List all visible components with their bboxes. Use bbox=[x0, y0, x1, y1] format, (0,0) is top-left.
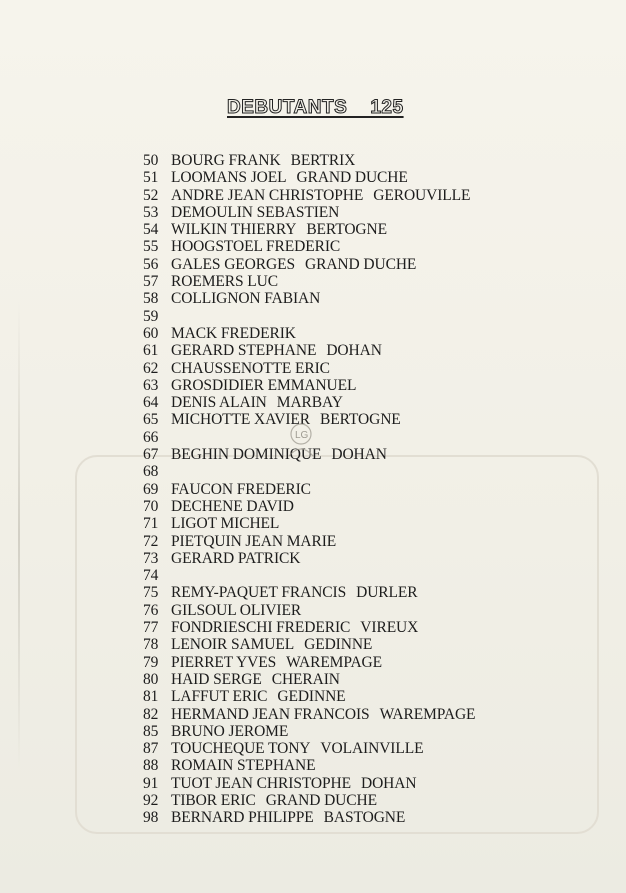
participant-number: 65 bbox=[143, 411, 159, 429]
participant-name: BRUNO JEROME bbox=[171, 722, 289, 740]
participant-row bbox=[143, 757, 475, 774]
participant-number: 82 bbox=[143, 705, 159, 723]
participant-row bbox=[143, 792, 475, 809]
participant-club: GRAND DUCHE bbox=[265, 791, 377, 809]
participant-number: 98 bbox=[143, 809, 159, 827]
participant-club: DURLER bbox=[356, 584, 418, 602]
participant-name: BERNARD PHILIPPE bbox=[171, 809, 314, 827]
participant-number: 76 bbox=[143, 601, 159, 619]
participant-row bbox=[143, 775, 475, 792]
participant-row bbox=[143, 394, 475, 411]
participant-number: 66 bbox=[143, 428, 159, 446]
participant-row bbox=[143, 809, 475, 826]
participant-row bbox=[143, 636, 475, 653]
participant-name: PIETQUIN JEAN MARIE bbox=[171, 532, 337, 550]
participant-name: LOOMANS JOEL bbox=[171, 169, 287, 187]
participant-club: VOLAINVILLE bbox=[320, 740, 424, 758]
participant-name: TOUCHEQUE TONY bbox=[171, 740, 311, 758]
participant-name: HERMAND JEAN FRANCOIS bbox=[171, 705, 370, 723]
participant-club: BERTOGNE bbox=[306, 221, 387, 239]
participant-club: WAREMPAGE bbox=[286, 653, 383, 671]
participant-club: BERTOGNE bbox=[320, 411, 401, 429]
participant-name: LIGOT MICHEL bbox=[171, 515, 280, 533]
participant-club: GRAND DUCHE bbox=[296, 169, 408, 187]
watermark-text: LG bbox=[295, 430, 309, 441]
participant-name: PIERRET YVES bbox=[171, 653, 277, 671]
participant-name: WILKIN THIERRY bbox=[171, 221, 297, 239]
participant-number: 67 bbox=[143, 446, 159, 464]
participant-number: 72 bbox=[143, 532, 159, 550]
participant-row bbox=[143, 654, 475, 671]
participant-club: GEROUVILLE bbox=[373, 186, 471, 204]
participant-number: 71 bbox=[143, 515, 159, 533]
participant-club: MARBAY bbox=[276, 394, 343, 412]
paper-fold-shadow bbox=[18, 300, 20, 770]
participant-name: DEMOULIN SEBASTIEN bbox=[171, 203, 340, 221]
participant-number: 62 bbox=[143, 359, 159, 377]
participant-name: MACK FREDERIK bbox=[171, 324, 296, 342]
participant-number: 50 bbox=[143, 152, 159, 169]
participant-name: ANDRE JEAN CHRISTOPHE bbox=[171, 186, 364, 204]
participant-number: 81 bbox=[143, 688, 159, 706]
participant-name: GERARD STEPHANE bbox=[171, 342, 317, 360]
participant-row bbox=[143, 688, 475, 705]
participant-number: 64 bbox=[143, 394, 159, 412]
participant-club: WAREMPAGE bbox=[379, 705, 476, 723]
participant-row bbox=[143, 706, 475, 723]
participant-row bbox=[143, 238, 475, 255]
participant-row bbox=[143, 325, 475, 342]
participant-row bbox=[143, 533, 475, 550]
participant-number: 54 bbox=[143, 221, 159, 239]
participant-row bbox=[143, 360, 475, 377]
participant-club: GEDINNE bbox=[304, 636, 373, 654]
participant-row bbox=[143, 342, 475, 359]
participant-name: REMY-PAQUET FRANCIS bbox=[171, 584, 347, 602]
participant-row bbox=[143, 584, 475, 601]
participant-number: 56 bbox=[143, 255, 159, 273]
participant-name: LENOIR SAMUEL bbox=[171, 636, 295, 654]
participant-row bbox=[143, 256, 475, 273]
participant-name: FONDRIESCHI FREDERIC bbox=[171, 619, 351, 637]
participant-number: 68 bbox=[143, 463, 159, 481]
participant-row bbox=[143, 273, 475, 290]
participant-number: 80 bbox=[143, 670, 159, 688]
participant-number: 78 bbox=[143, 636, 159, 654]
participant-name: FAUCON FREDERIC bbox=[171, 480, 311, 498]
participant-name: HOOGSTOEL FREDERIC bbox=[171, 238, 341, 256]
participant-name: DECHENE DAVID bbox=[171, 497, 294, 515]
participant-number: 60 bbox=[143, 324, 159, 342]
participant-number: 52 bbox=[143, 186, 159, 204]
participant-name: MICHOTTE XAVIER bbox=[171, 411, 310, 429]
participant-row bbox=[143, 740, 475, 757]
participant-name: GILSOUL OLIVIER bbox=[171, 601, 302, 619]
participant-name: BOURG FRANK bbox=[171, 152, 281, 169]
watermark-logo-icon bbox=[283, 418, 319, 460]
participant-name: HAID SERGE bbox=[171, 670, 262, 688]
participant-number: 92 bbox=[143, 791, 159, 809]
participant-number: 70 bbox=[143, 497, 159, 515]
participant-row bbox=[143, 602, 475, 619]
participant-name: ROMAIN STEPHANE bbox=[171, 757, 316, 775]
participant-row bbox=[143, 463, 475, 480]
participant-row bbox=[143, 723, 475, 740]
participant-row bbox=[143, 221, 475, 238]
participant-number: 77 bbox=[143, 619, 159, 637]
participant-club: VIREUX bbox=[360, 619, 419, 637]
participant-number: 73 bbox=[143, 549, 159, 567]
participant-name: CHAUSSENOTTE ERIC bbox=[171, 359, 330, 377]
participant-name: GERARD PATRICK bbox=[171, 549, 301, 567]
participant-number: 61 bbox=[143, 342, 159, 360]
participant-row bbox=[143, 187, 475, 204]
participant-name: TUOT JEAN CHRISTOPHE bbox=[171, 774, 351, 792]
participant-name: BEGHIN DOMINIQUE bbox=[171, 446, 322, 464]
participant-number: 75 bbox=[143, 584, 159, 602]
participant-row bbox=[143, 498, 475, 515]
participant-row bbox=[143, 290, 475, 307]
participant-number: 69 bbox=[143, 480, 159, 498]
participant-number: 55 bbox=[143, 238, 159, 256]
participant-name: GALES GEORGES bbox=[171, 255, 295, 273]
participant-name: ROEMERS LUC bbox=[171, 273, 278, 291]
participant-name: COLLIGNON FABIAN bbox=[171, 290, 321, 308]
participant-number: 63 bbox=[143, 376, 159, 394]
participant-club: BERTRIX bbox=[290, 152, 356, 169]
participant-row bbox=[143, 377, 475, 394]
participant-club: DOHAN bbox=[326, 342, 382, 360]
participant-row bbox=[143, 308, 475, 325]
participant-club: GEDINNE bbox=[277, 688, 346, 706]
participant-row bbox=[143, 550, 475, 567]
participant-row bbox=[143, 169, 475, 186]
participant-number: 57 bbox=[143, 273, 159, 291]
participant-club: DOHAN bbox=[331, 446, 387, 464]
page-title: DEBUTANTS 125 bbox=[227, 97, 404, 118]
participant-number: 85 bbox=[143, 722, 159, 740]
participant-row bbox=[143, 671, 475, 688]
participant-club: BASTOGNE bbox=[323, 809, 406, 827]
participant-club: CHERAIN bbox=[271, 670, 340, 688]
participant-row bbox=[143, 515, 475, 532]
participant-row bbox=[143, 481, 475, 498]
participant-row bbox=[143, 204, 475, 221]
participant-name: TIBOR ERIC bbox=[171, 791, 256, 809]
participant-number: 87 bbox=[143, 740, 159, 758]
participant-row bbox=[143, 619, 475, 636]
participant-number: 51 bbox=[143, 169, 159, 187]
participant-club: GRAND DUCHE bbox=[305, 255, 417, 273]
participant-number: 58 bbox=[143, 290, 159, 308]
participant-name: LAFFUT ERIC bbox=[171, 688, 268, 706]
participant-row bbox=[143, 152, 475, 169]
participant-club: DOHAN bbox=[361, 774, 417, 792]
participant-number: 79 bbox=[143, 653, 159, 671]
participant-list bbox=[143, 152, 475, 827]
participant-name: GROSDIDIER EMMANUEL bbox=[171, 376, 357, 394]
participant-name: DENIS ALAIN bbox=[171, 394, 267, 412]
participant-number: 88 bbox=[143, 757, 159, 775]
participant-number: 91 bbox=[143, 774, 159, 792]
participant-row bbox=[143, 567, 475, 584]
participant-number: 53 bbox=[143, 203, 159, 221]
participant-number: 74 bbox=[143, 567, 159, 585]
participant-number: 59 bbox=[143, 307, 159, 325]
